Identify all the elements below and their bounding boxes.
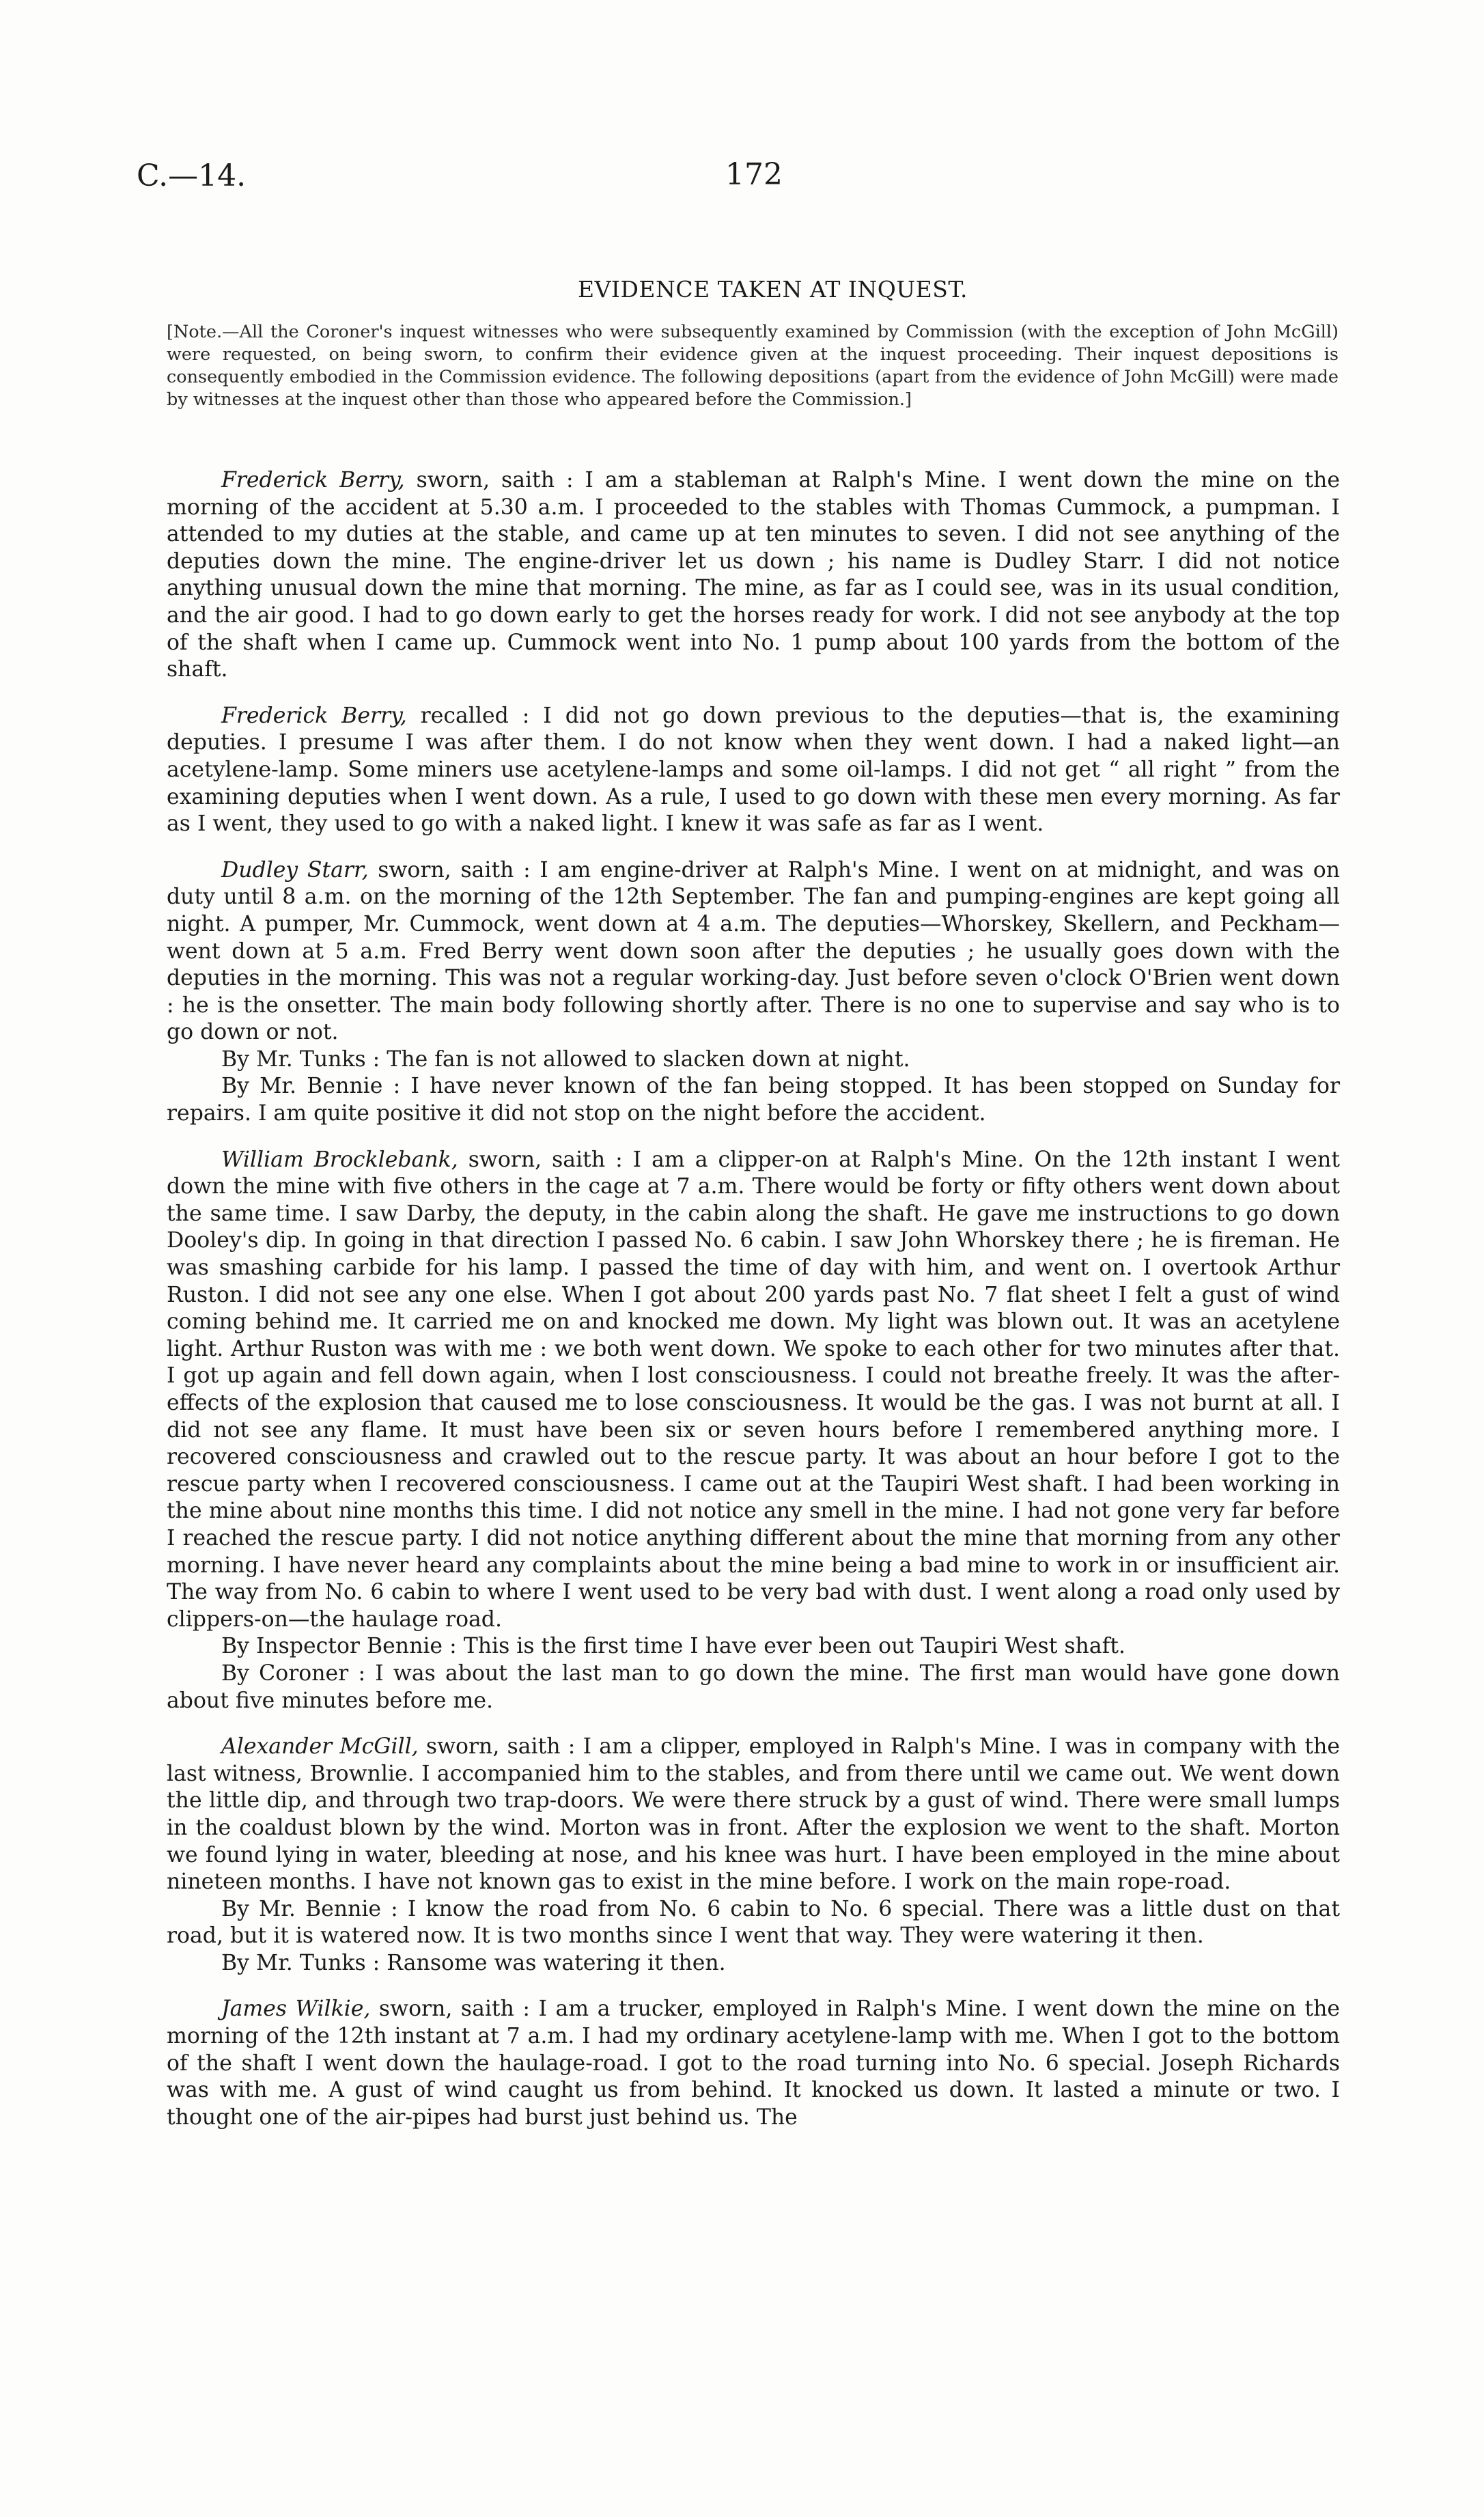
examination-paragraph xyxy=(167,1073,1340,1127)
testimony-text: sworn, saith : I am a clipper-on at Ralph's Mine. On the 12th instant I went down the mine with five others in the cage at 7 a.m. There would be forty or fifty others went down about the same time. I saw Darby, the deputy, in the cabin along the shaft. He gave me instructions to go down Dooley's dip. In going in that direction I passed No. 6 cabin. I saw John Whorskey there ; he is fireman. He was smashing carbide for his lamp. I passed the time of day with him, and went on. I overtook Arthur Ruston. I did not see any one else. When I got about 200 yards past No. 7 flat sheet I felt a gust of wind coming behind me. It carried me on and knocked me down. My light was blown out. It was an acetylene light. Arthur Ruston was with me : we both went down. We spoke to each other for two minutes after that. I got up again and fell down again, when I lost consciousness. I could not breathe freely. It was the after-effects of the explosion that caused me to lose consciousness. It would be the gas. I was not burnt at all. I did not see any flame. It must have been six or seven hours before I remembered anything more. I recovered consciousness and crawled out to the rescue party. It was about an hour before I got to the rescue party when I recovered consciousness. I came out at the Taupiri West shaft. I had been working in the mine about nine months this time. I did not notice any smell in the mine. I had not gone very far before I reached the rescue party. I did not notice anything different about the mine that morning from any other morning. I have never heard any complaints about the mine being a bad mine to work in or insufficient air. The way from No. 6 cabin to where I went used to be very bad with dust. I went along a road only used by clippers-on—the haulage road. xyxy=(167,1147,1340,1632)
witness-name: William Brocklebank, xyxy=(221,1147,458,1172)
examination-paragraph xyxy=(167,1046,1340,1074)
testimony-body xyxy=(167,448,1340,2131)
witness-name: Frederick Berry, xyxy=(221,468,405,492)
testimony-paragraph xyxy=(167,857,1340,1046)
testimony-text: sworn, saith : I am a clipper, employed in Ralph's Mine. I was in company with the last witness, Brownlie. I accompanied him to the stables, and from there until we came out. We went down the little dip, and through two trap-doors. We were there struck by a gust of wind. There were small lumps in the coaldust blown by the wind. Morton was in front. After the explosion we went to the shaft. Morton we found lying in water, bleeding at nose, and his knee was hurt. I have been employed in the mine about nineteen months. I have not known gas to exist in the mine before. I work on the main rope-road. xyxy=(167,1734,1340,1895)
section-title: EVIDENCE TAKEN AT INQUEST. xyxy=(577,276,968,303)
examination-paragraph xyxy=(167,1660,1340,1714)
witness-name: James Wilkie, xyxy=(221,1997,371,2022)
testimony-paragraph xyxy=(167,1734,1340,1896)
testimony-paragraph xyxy=(167,1147,1340,1634)
testimony-text: By Coroner : I was about the last man to go down the mine. The first man would have gone down about five minutes before me. xyxy=(167,1660,1340,1713)
page-number: 172 xyxy=(725,157,783,192)
testimony-text: By Mr. Bennie : I know the road from No. 6 cabin to No. 6 special. There was a little dust on that road, but it is watered now. It is two months since I went that way. They were watering it then. xyxy=(167,1896,1340,1949)
examination-paragraph xyxy=(167,1633,1340,1660)
testimony-paragraph xyxy=(167,1996,1340,2131)
witness-name: Alexander McGill, xyxy=(221,1734,419,1760)
witness-name: Dudley Starr, xyxy=(221,857,369,882)
editorial-note: [Note.—All the Coroner's inquest witnesses who were subsequently examined by Commission (with the exception of John McGill) were requested, on being sworn, to confirm their evidence given at the inquest proceeding. Their inquest depositions is consequently embodied in the Commission evidence. The following depositions (apart from the evidence of John McGill) were made by witnesses at the inquest other than those who appeared before the Commission.] xyxy=(167,322,1339,410)
testimony-text: By Mr. Tunks : The fan is not allowed to slacken down at night. xyxy=(221,1046,910,1072)
testimony-text: sworn, saith : I am engine-driver at Ralph's Mine. I went on at midnight, and was on duty until 8 a.m. on the morning of the 12th September. The fan and pumping-engines are kept going all night. A pumper, Mr. Cummock, went down at 4 a.m. The deputies—Whorskey, Skellern, and Peckham—went down at 5 a.m. Fred Berry went down soon after the deputies ; he usually goes down with the deputies in the morning. This was not a regular working-day. Just before seven o'clock O'Brien went down : he is the onsetter. The main body following shortly after. There is no one to supervise and say who is to go down or not. xyxy=(167,857,1341,1045)
testimony-text: By Mr. Bennie : I have never known of the fan being stopped. It has been stopped on Sunday for repairs. I am quite positive it did not stop on the night before the accident. xyxy=(167,1074,1340,1126)
examination-paragraph xyxy=(167,1896,1340,1950)
testimony-text: By Inspector Bennie : This is the first time I have ever been out Taupiri West shaft. xyxy=(221,1634,1125,1659)
testimony-paragraph xyxy=(167,467,1340,684)
examination-paragraph xyxy=(167,1950,1340,1977)
testimony-text: By Mr. Tunks : Ransome was watering it then. xyxy=(221,1950,726,1975)
testimony-text: sworn, saith : I am a stableman at Ralph's Mine. I went down the mine on the morning of the accident at 5.30 a.m. I proceeded to the stables with Thomas Cummock, a pumpman. I attended to my duties at the stable, and came up at ten minutes to seven. I did not see anything of the deputies down the mine. The engine-driver let us down ; his name is Dudley Starr. I did not notice anything unusual down the mine that morning. The mine, as far as I could see, was in its usual condition, and the air good. I had to go down early to get the horses ready for work. I did not see anybody at the top of the shaft when I came up. Cummock went into No. 1 pump about 100 yards from the bottom of the shaft. xyxy=(167,468,1340,682)
witness-name: Frederick Berry, xyxy=(221,703,407,728)
testimony-text: recalled : I did not go down previous to the deputies—that is, the examining deputies. I presume I was after them. I do not know when they went down. I had a naked light—an acetylene-lamp. Some miners use acetylene-lamps and some oil-lamps. I did not get “ all right ” from the examining deputies when I went down. As a rule, I used to go down with these men every morning. As far as I went, they used to go with a naked light. I knew it was safe as far as I went. xyxy=(167,703,1340,837)
testimony-text: sworn, saith : I am a trucker, employed in Ralph's Mine. I went down the mine on the morning of the 12th instant at 7 a.m. I had my ordinary acetylene-lamp with me. When I got to the bottom of the shaft I went down the haulage-road. I got to the road turning into No. 6 special. Joseph Richards was with me. A gust of wind caught us from behind. It knocked us down. It lasted a minute or two. I thought one of the air-pipes had burst just behind us. The xyxy=(167,1997,1340,2130)
testimony-paragraph xyxy=(167,703,1340,838)
document-code: C.—14. xyxy=(137,158,247,193)
